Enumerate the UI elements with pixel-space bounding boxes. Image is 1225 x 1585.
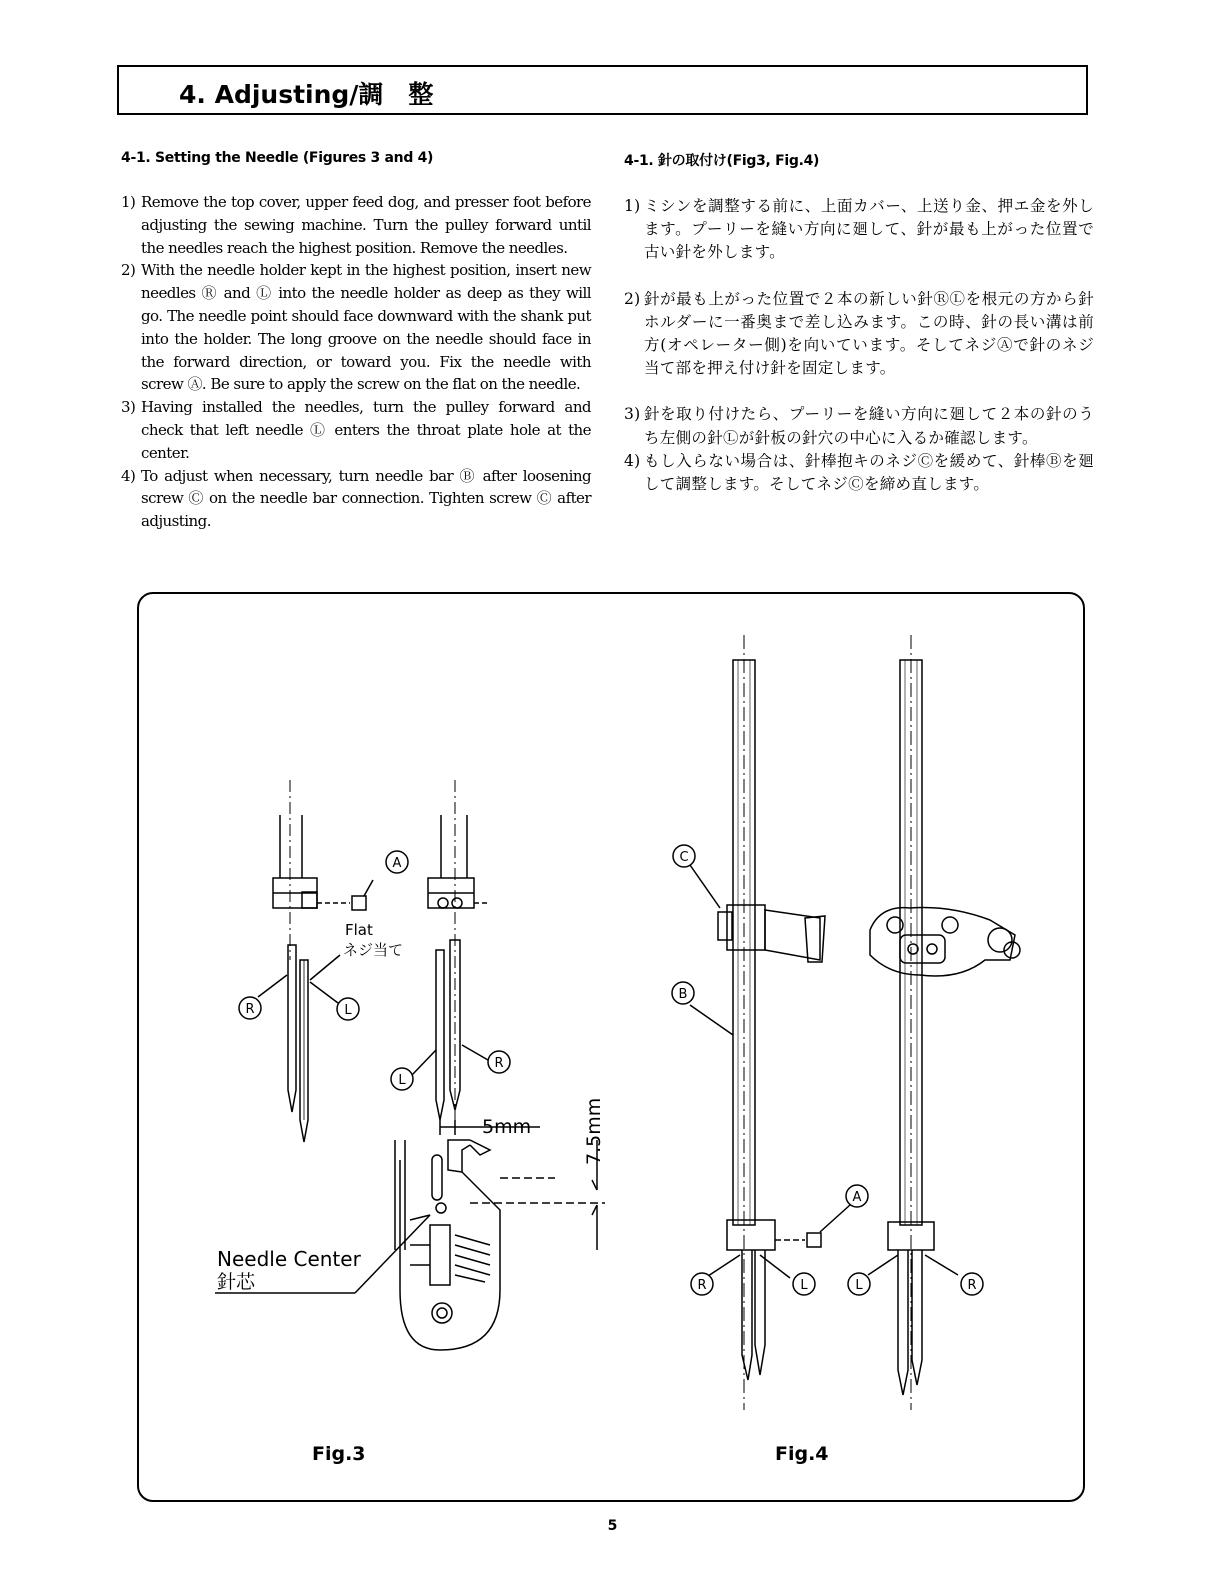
step-text: Remove the top cover, upper feed dog, and presser foot before adjusting the sewing machine. Turn the pulley forward until the needles reach the highest position. Remove the needles. (141, 193, 591, 257)
mark-c (673, 845, 695, 867)
step-text: 針を取り付けたら、プーリーを縫い方向に廻して２本の針のうち左側の針Ⓛが針板の針穴の中心に入るか確認します。 (644, 405, 1094, 447)
mark-a (386, 851, 408, 873)
svg-text:R: R (967, 1278, 977, 1293)
step-number: 2) (121, 261, 136, 280)
mark-b (672, 982, 694, 1004)
step-number: 1) (121, 193, 136, 211)
section-title: 4. Adjusting/調 整 (179, 80, 434, 109)
step-number: 3) (121, 398, 136, 417)
svg-text:B: B (678, 987, 688, 1002)
step-number: 1) (624, 197, 641, 215)
label-flat: Flat (345, 921, 373, 939)
mark-r (691, 1273, 713, 1295)
label-flat-jp: ネジ当て (343, 941, 404, 959)
mark-a (846, 1185, 868, 1207)
step-text: ミシンを調整する前に、上面カバー、上送り金、押エ金を外します。プーリーを縫い方向に廻して、針が最も上がった位置で古い針を外します。 (644, 197, 1094, 262)
needle-holder-side-view (258, 780, 373, 1142)
svg-text:A: A (852, 1190, 862, 1205)
svg-text:R: R (494, 1056, 504, 1071)
svg-text:R: R (697, 1278, 707, 1293)
mark-l (391, 1068, 413, 1090)
mark-l (848, 1273, 870, 1295)
english-heading: 4-1. Setting the Needle (Figures 3 and 4) (121, 150, 434, 166)
mark-r (239, 997, 261, 1019)
step-text: Having installed the needles, turn the pulley forward and check that left needle Ⓛ enters the throat plate hole at the center. (141, 398, 591, 462)
mark-l (337, 998, 359, 1020)
svg-text:L: L (800, 1278, 808, 1293)
svg-text:L: L (344, 1003, 352, 1018)
step-number: 4) (624, 451, 641, 470)
label-5mm: 5mm (482, 1116, 532, 1138)
fig4-caption: Fig.4 (775, 1443, 829, 1465)
mark-r (961, 1273, 983, 1295)
step-text: 針が最も上がった位置で２本の新しい針ⓇⓁを根元の方から針ホルダーに一番奥まで差し込みます。この時、針の長い溝は前方(オペレーター側)を向いています。そしてネジⒶで針のネジ当て部を押え付け針を固定します。 (644, 289, 1094, 378)
label-needle-center: Needle Center (217, 1247, 361, 1271)
mark-l (793, 1273, 815, 1295)
step-text: もし入らない場合は、針棒抱キのネジⒸを緩めて、針棒Ⓑを廻して調整します。そしてネジⒸを締め直します。 (644, 451, 1094, 494)
label-needle-center-jp: 針芯 (217, 1271, 256, 1293)
svg-text:R: R (245, 1002, 255, 1017)
needle-bar-right-assembly (868, 635, 1020, 1410)
svg-text:L: L (855, 1278, 863, 1293)
page-number: 5 (607, 1518, 618, 1534)
step-text: To adjust when necessary, turn needle bar Ⓑ after loosening screw Ⓒ on the needle bar connection. Tighten screw Ⓒ after adjusting. (141, 466, 591, 531)
step-number: 3) (624, 405, 641, 424)
label-7-5mm: 7.5mm (583, 1097, 605, 1165)
mark-r (488, 1051, 510, 1073)
svg-text:A: A (392, 856, 402, 871)
fig3-caption: Fig.3 (312, 1443, 366, 1465)
step-text: With the needle holder kept in the highest position, insert new needles Ⓡ and Ⓛ into the needle holder as deep as they will go. The needle point should face downward with the shank put into the holder. The long groove on the needle should face in the forward direction, or toward you. Fix the needle with screw Ⓐ. Be sure to apply the screw on the flat on the needle. (141, 261, 591, 394)
step-number: 2) (624, 289, 641, 308)
svg-text:L: L (398, 1073, 406, 1088)
step-number: 4) (121, 466, 136, 485)
svg-text:C: C (679, 850, 689, 865)
needle-bar-left-assembly (690, 635, 850, 1410)
japanese-heading: 4-1. 針の取付け(Fig3, Fig.4) (624, 153, 820, 169)
